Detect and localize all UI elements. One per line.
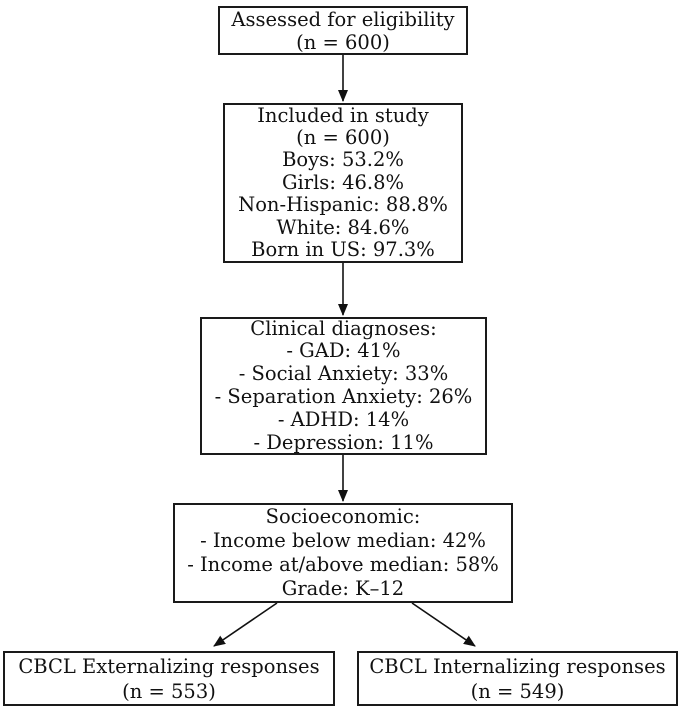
box-text-line: (n = 600) <box>296 125 390 149</box>
box-text-line: (n = 600) <box>296 30 390 54</box>
box-text-line: Grade: K–12 <box>281 577 405 600</box>
box-cbcl-internalizing <box>357 651 678 706</box>
box-text-line: - Income below median: 42% <box>200 529 486 552</box>
box-text-line: - Income at/above median: 58% <box>187 553 499 576</box>
box-text-line: - Depression: 11% <box>253 430 434 454</box>
box-text-line: - Separation Anxiety: 26% <box>214 385 473 408</box>
box-text-line: Born in US: 97.3% <box>251 238 435 262</box>
box-socioeconomic <box>173 503 513 603</box>
box-text-line: - GAD: 41% <box>286 339 401 363</box>
box-text-line: White: 84.6% <box>276 215 410 239</box>
box-text-line: - Social Anxiety: 33% <box>238 362 449 386</box>
box-text-line: Non-Hispanic: 88.8% <box>238 193 448 217</box>
arrow-socioeconomic-to-externalizing <box>214 603 277 646</box>
box-text-line: Socioeconomic: <box>265 505 421 528</box>
box-text-line: CBCL Internalizing responses <box>369 654 666 678</box>
box-text-line: Assessed for eligibility <box>231 7 455 31</box>
box-text-line: - ADHD: 14% <box>277 407 410 431</box>
box-text-line: CBCL Externalizing responses <box>18 654 320 678</box>
box-assessed-for-eligibility <box>218 6 468 55</box>
box-clinical-diagnoses <box>200 317 487 455</box>
box-text-line: Boys: 53.2% <box>282 148 404 172</box>
box-included-in-study <box>223 103 463 263</box>
box-text-line: (n = 553) <box>122 679 216 703</box>
box-cbcl-externalizing <box>3 651 335 706</box>
box-text-line: (n = 549) <box>470 679 565 703</box>
box-text-line: Girls: 46.8% <box>281 170 405 194</box>
box-text-line: Clinical diagnoses: <box>250 316 437 340</box>
arrow-socioeconomic-to-internalizing <box>412 603 475 646</box>
box-text-line: Included in study <box>257 103 429 127</box>
